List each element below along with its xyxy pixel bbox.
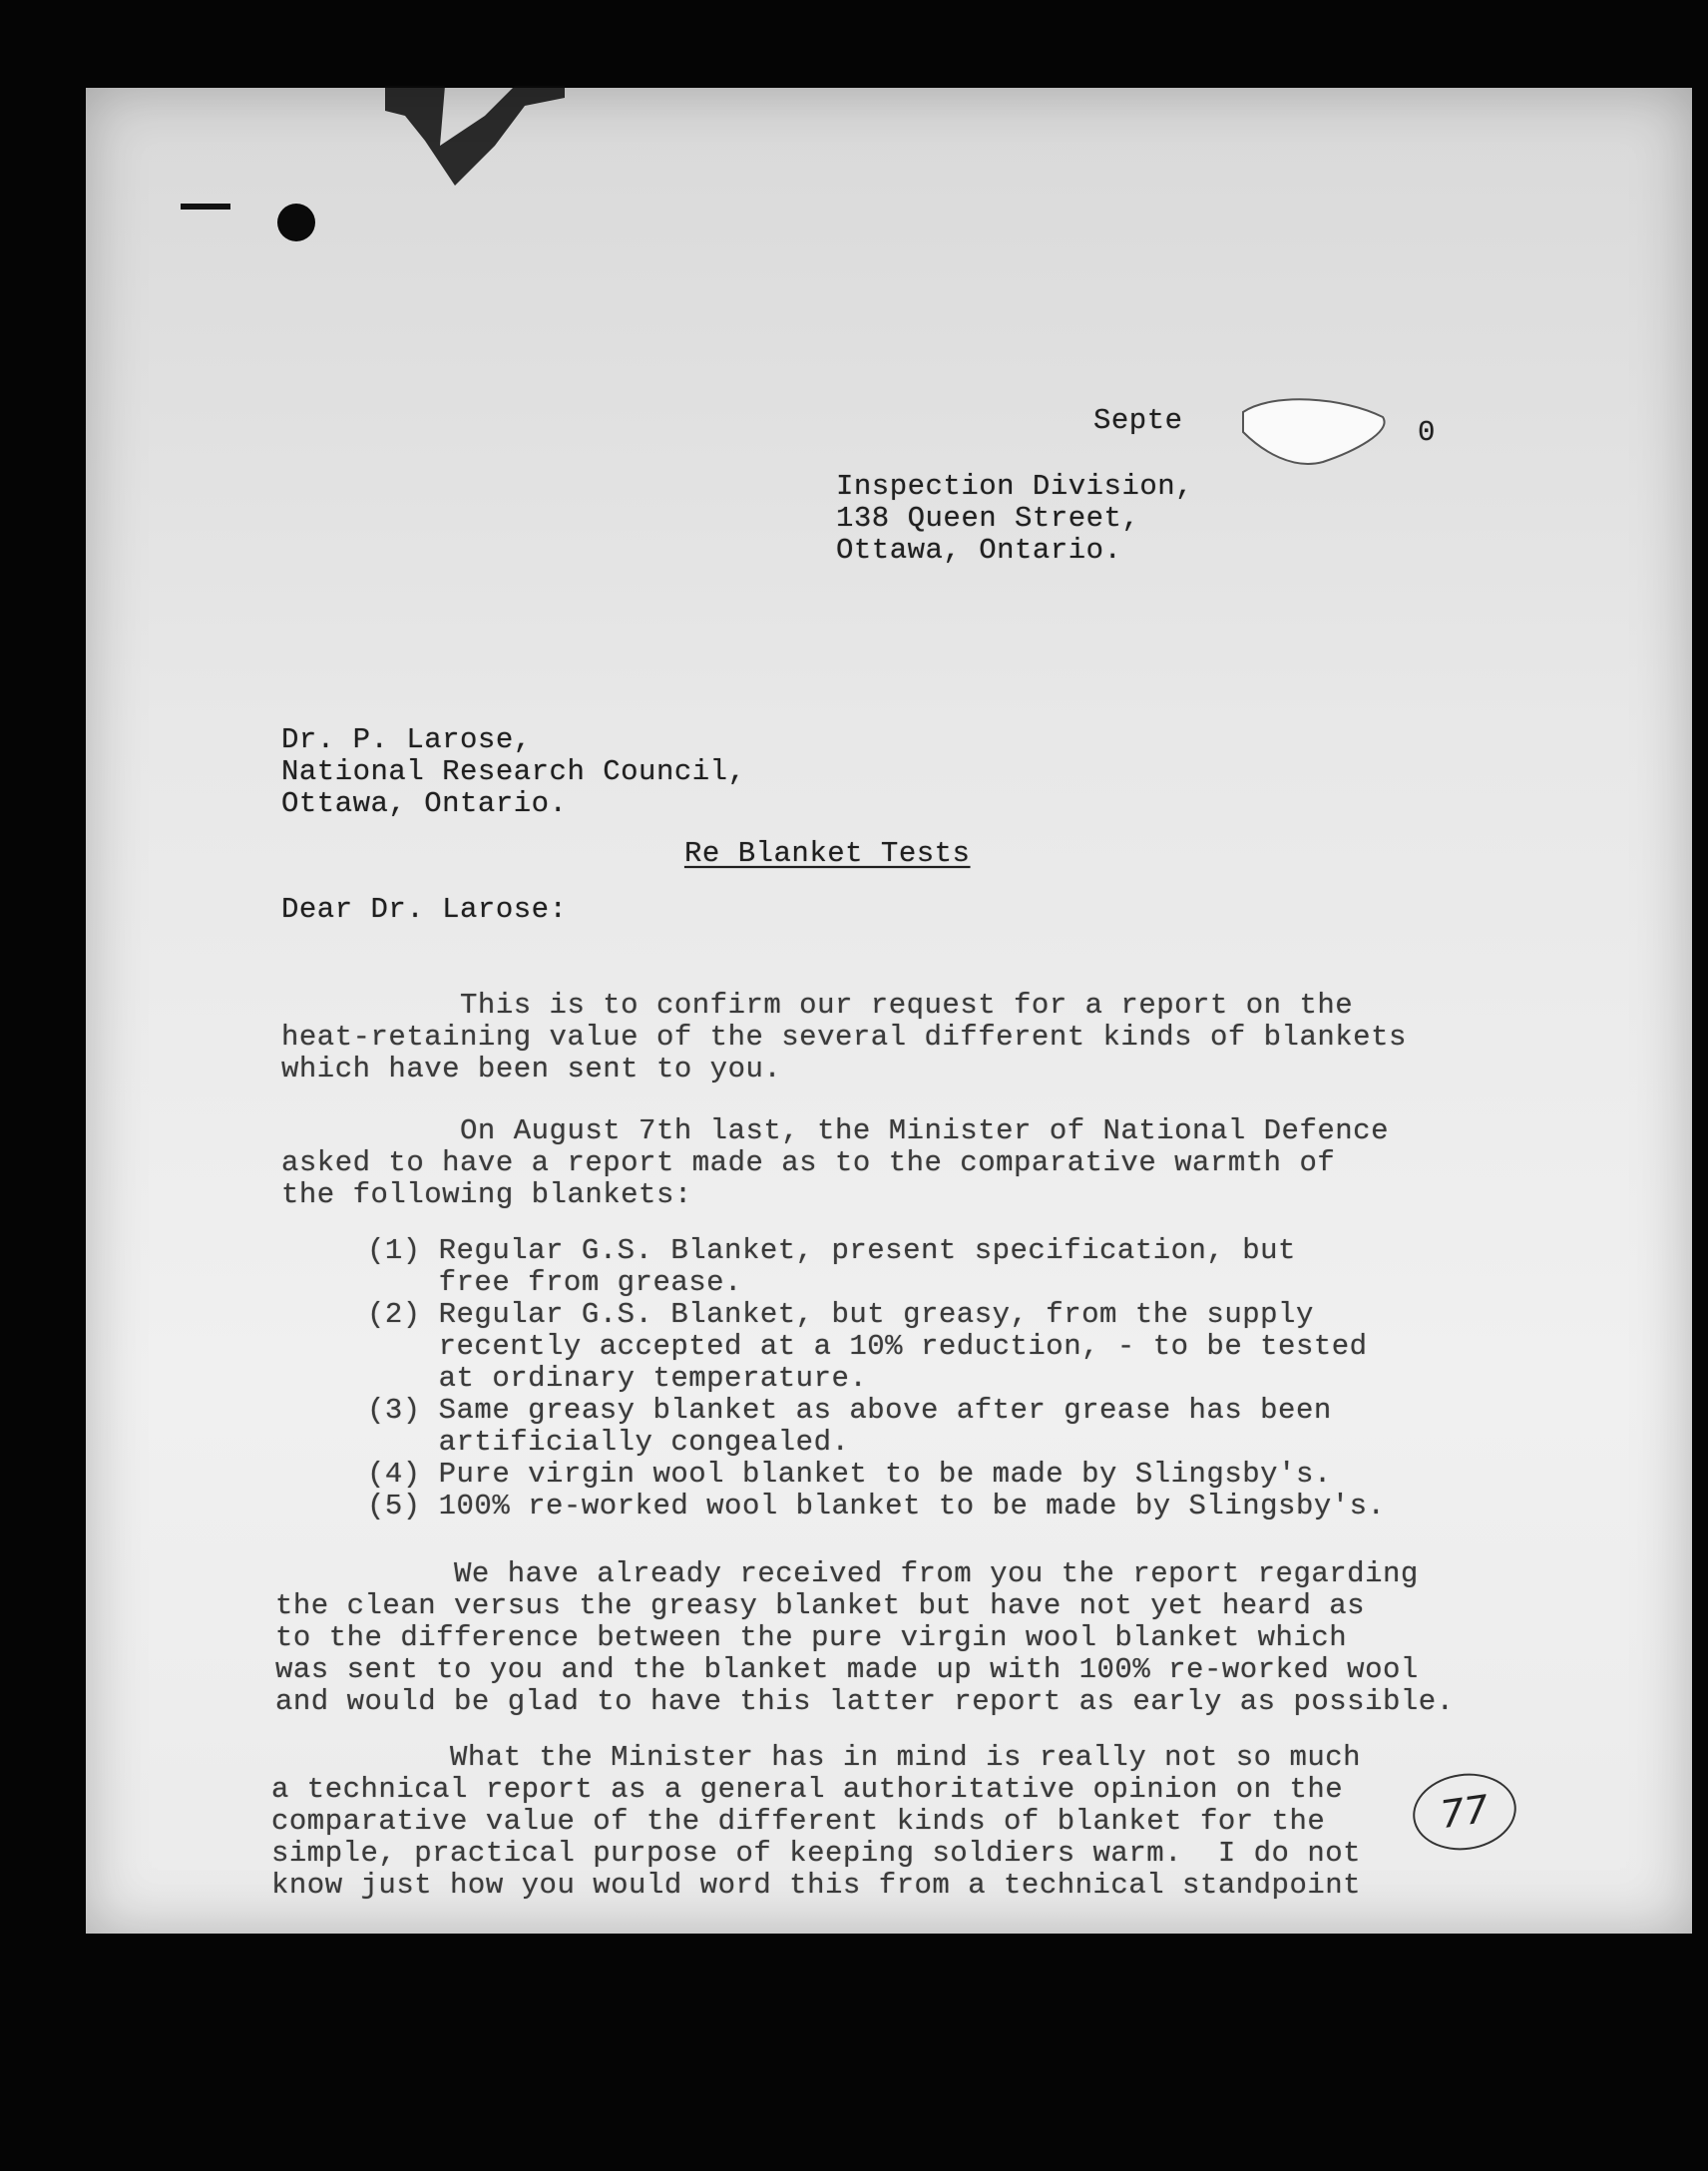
text-line: On August 7th last, the Minister of National Defence	[281, 1114, 1389, 1147]
text-line: was sent to you and the blanket made up with 100% re-worked wool	[275, 1653, 1419, 1686]
list-item: (4) Pure virgin wool blanket to be made by Slingsby's.	[367, 1458, 1332, 1491]
text-line: to the difference between the pure virgin wool blanket which	[275, 1621, 1348, 1654]
subject-line: Re Blanket Tests	[684, 837, 971, 870]
damage-blot	[1233, 392, 1393, 472]
list-item: free from grease.	[367, 1266, 742, 1299]
text-line: the clean versus the greasy blanket but have not yet heard as	[275, 1589, 1366, 1622]
sender-address-line3: Ottawa, Ontario.	[836, 534, 1122, 567]
sender-address-line2: 138 Queen Street,	[836, 502, 1140, 535]
document-page	[86, 88, 1692, 1934]
list-item: (1) Regular G.S. Blanket, present specification, but	[367, 1234, 1296, 1267]
recipient-org: National Research Council,	[281, 755, 746, 788]
text-line: This is to confirm our request for a report on the	[281, 989, 1354, 1022]
recipient-name: Dr. P. Larose,	[281, 723, 532, 756]
text-line: the following blankets:	[281, 1178, 692, 1211]
text-line: which have been sent to you.	[281, 1053, 782, 1086]
sender-address-line1: Inspection Division,	[836, 470, 1194, 503]
date-suffix: 0	[1418, 416, 1436, 449]
margin-mark	[181, 204, 230, 210]
text-line: and would be glad to have this latter report as early as possible.	[275, 1685, 1455, 1718]
text-line: We have already received from you the report regarding	[275, 1557, 1419, 1590]
text-line: know just how you would word this from a technical standpoint	[271, 1869, 1362, 1902]
torn-corner-mark	[385, 86, 565, 196]
list-item: (3) Same greasy blanket as above after grease has been	[367, 1394, 1332, 1427]
list-item: (5) 100% re-worked wool blanket to be made by Slingsby's.	[367, 1490, 1386, 1522]
text-line: What the Minister has in mind is really not so much	[271, 1741, 1362, 1774]
list-item: artificially congealed.	[367, 1426, 850, 1459]
date-line: Septe	[1093, 404, 1183, 437]
list-item: (2) Regular G.S. Blanket, but greasy, from the supply	[367, 1298, 1314, 1331]
list-item: recently accepted at a 10% reduction, - to be tested	[367, 1330, 1368, 1363]
salutation: Dear Dr. Larose:	[281, 893, 568, 926]
recipient-city: Ottawa, Ontario.	[281, 787, 568, 820]
handwritten-page-number: 77	[1408, 1767, 1521, 1857]
text-line: comparative value of the different kinds of blanket for the	[271, 1805, 1326, 1838]
text-line: a technical report as a general authoritative opinion on the	[271, 1773, 1344, 1806]
text-line: asked to have a report made as to the comparative warmth of	[281, 1146, 1336, 1179]
punch-hole	[277, 204, 315, 241]
text-line: simple, practical purpose of keeping soldiers warm. I do not	[271, 1837, 1362, 1870]
list-item: at ordinary temperature.	[367, 1362, 868, 1395]
text-line: heat-retaining value of the several different kinds of blankets	[281, 1021, 1407, 1054]
